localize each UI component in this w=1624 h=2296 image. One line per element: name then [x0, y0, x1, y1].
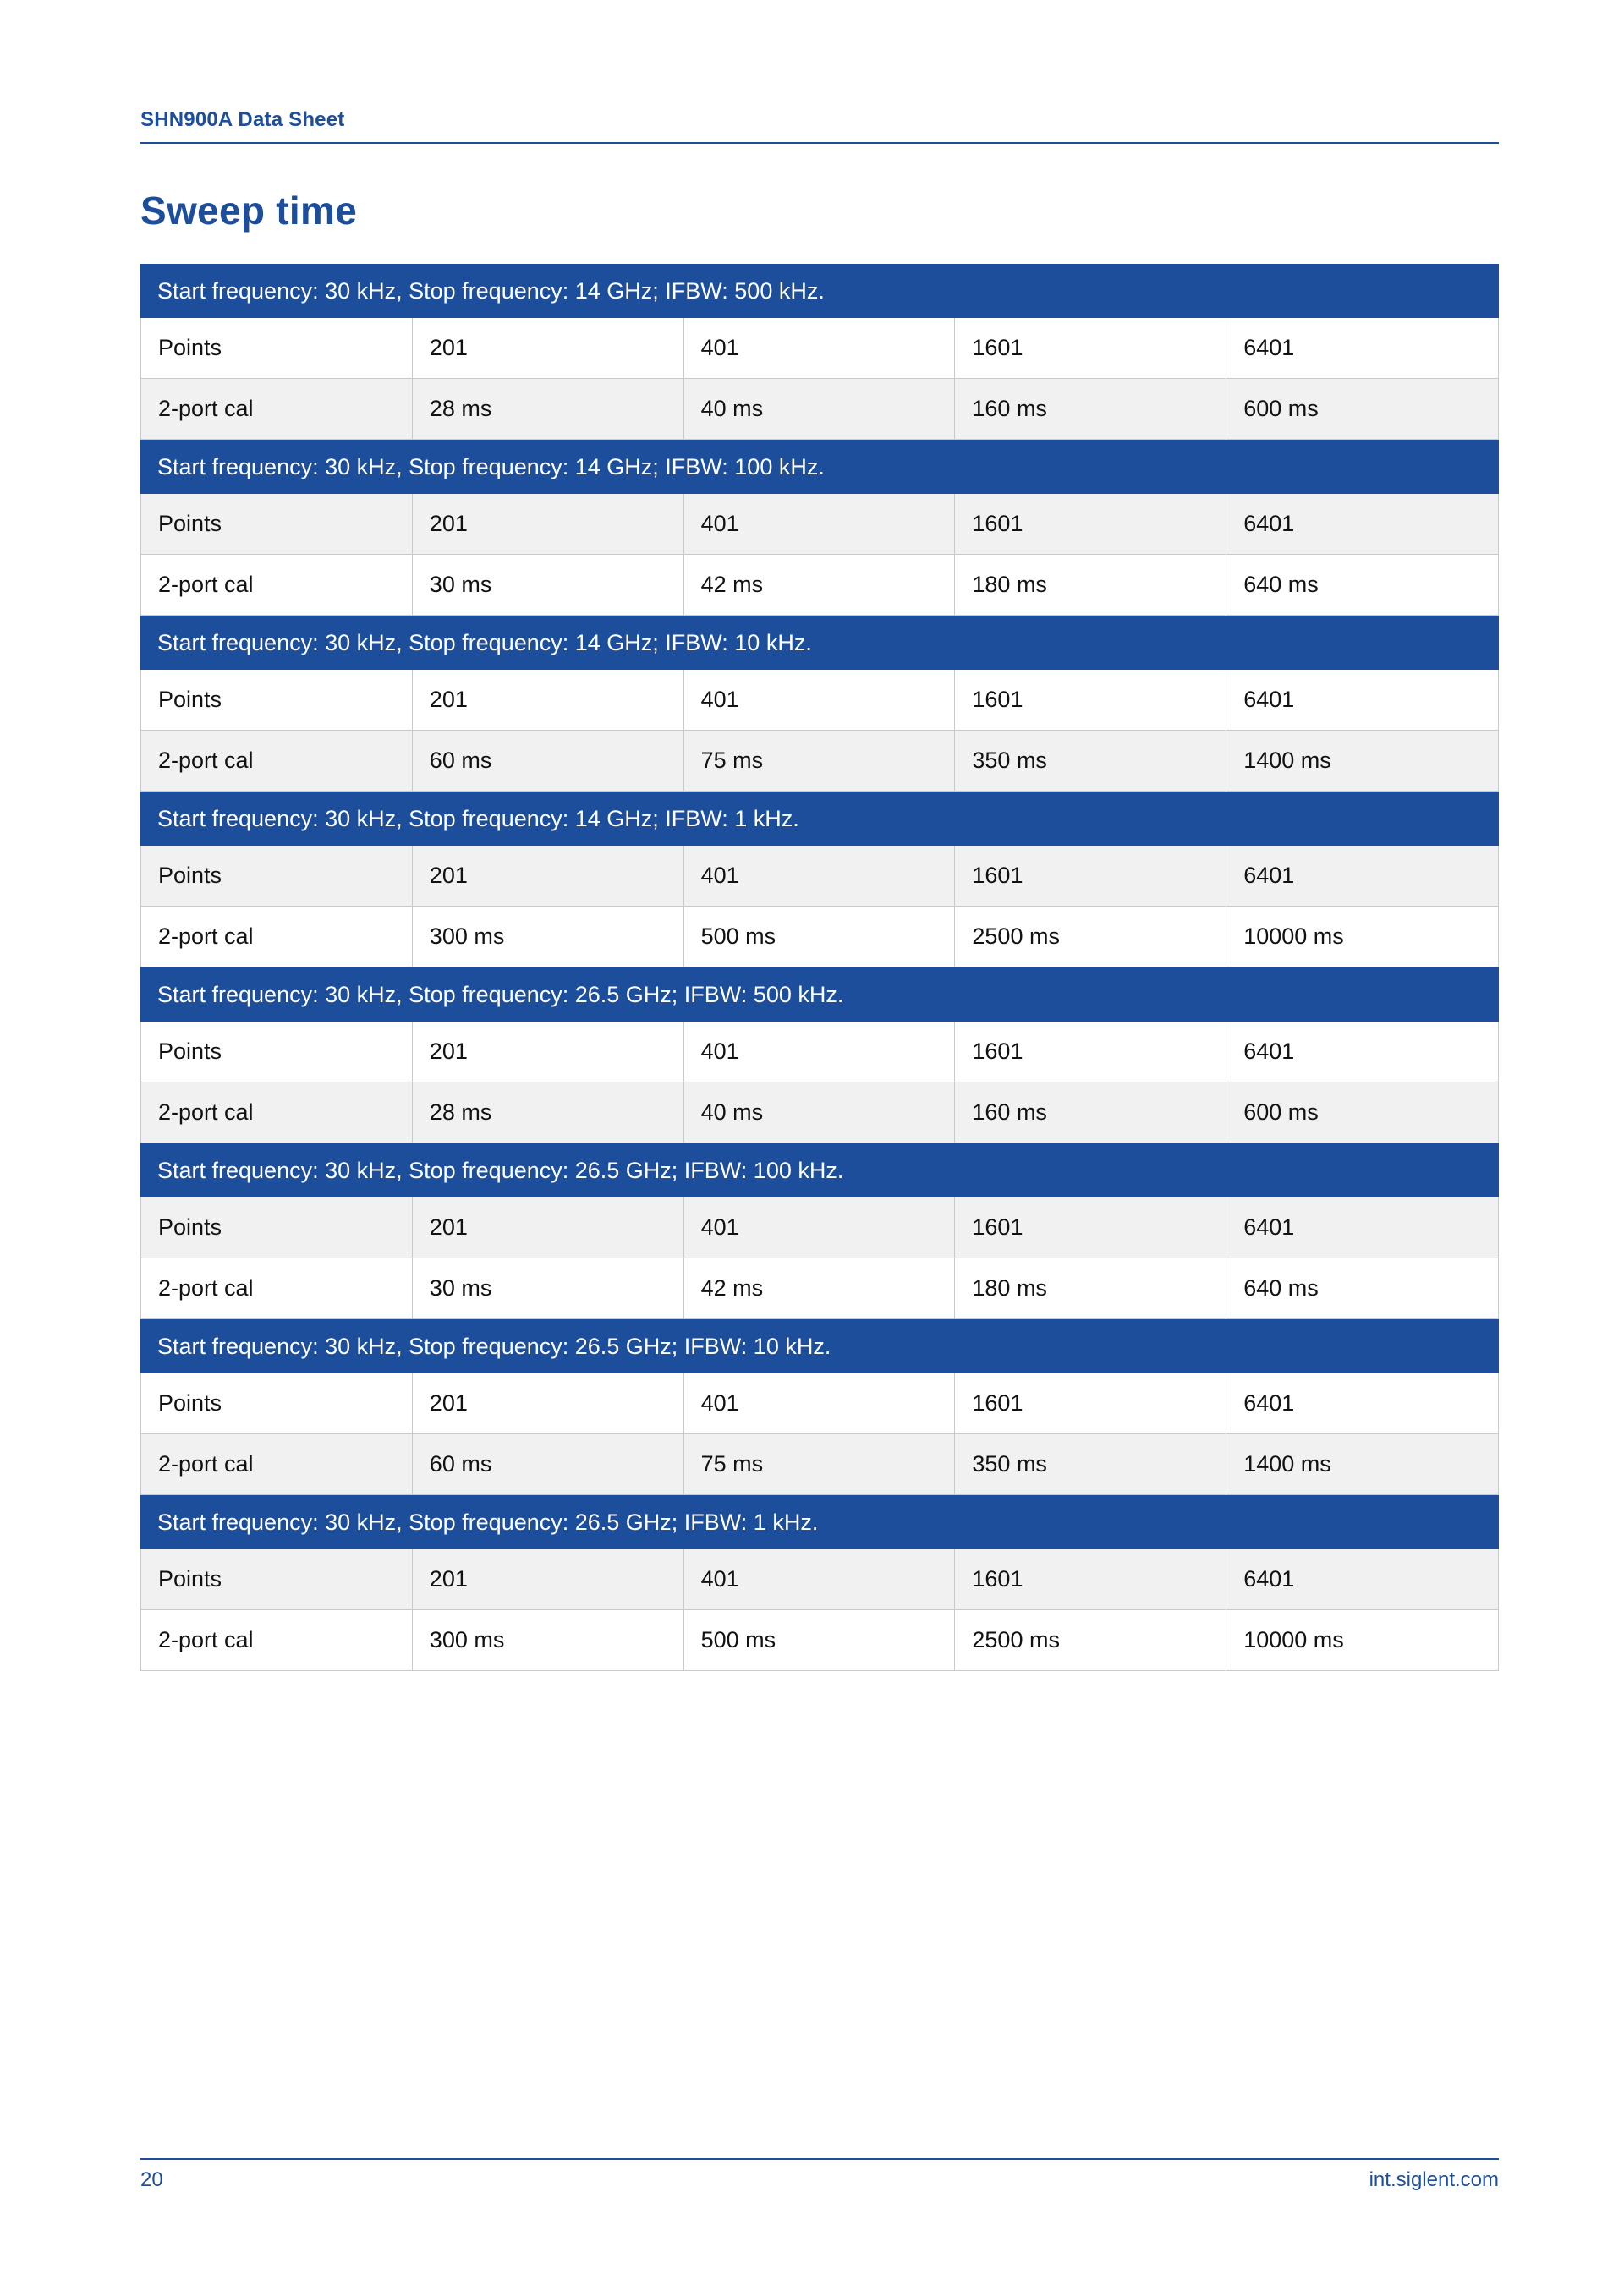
- table-row: [140, 907, 1499, 967]
- cell-value: 28 ms: [413, 379, 684, 439]
- cell-value: 6401: [1243, 1566, 1295, 1592]
- table-header: Start frequency: 30 kHz, Stop frequency: 26.5 GHz; IFBW: 10 kHz.: [140, 1319, 1499, 1373]
- cell-value: 1601: [955, 1197, 1226, 1258]
- cell-value: 201: [413, 1022, 684, 1082]
- cell-value: 201: [413, 318, 684, 378]
- table-section: [140, 264, 1499, 440]
- cell-value: 401: [684, 1197, 956, 1258]
- cell-value: 640 ms: [1243, 572, 1319, 597]
- cell-value: 1601: [955, 1373, 1226, 1433]
- cell-value: 1601: [955, 670, 1226, 730]
- cell-value: 300 ms: [413, 1610, 684, 1670]
- table-row: [140, 670, 1499, 731]
- cell-value: 180 ms: [955, 555, 1226, 615]
- row-label: 2-port cal: [141, 379, 413, 439]
- cell-value: 201: [413, 670, 684, 730]
- cell-value: 401: [684, 494, 956, 554]
- table-section: [140, 1495, 1499, 1671]
- cell-value: 40 ms: [684, 379, 956, 439]
- row-label: 2-port cal: [141, 555, 413, 615]
- table-row: [140, 846, 1499, 907]
- cell-value: 640 ms: [1243, 1275, 1319, 1301]
- cell-value: 180 ms: [955, 1258, 1226, 1318]
- table-row: [140, 1434, 1499, 1495]
- cell-value: 401: [684, 846, 956, 906]
- table-header: Start frequency: 30 kHz, Stop frequency: 26.5 GHz; IFBW: 1 kHz.: [140, 1495, 1499, 1549]
- table-row: [140, 1082, 1499, 1143]
- cell-value: 6401: [1243, 687, 1295, 712]
- cell-value: 500 ms: [684, 907, 956, 967]
- table-section: [140, 967, 1499, 1143]
- cell-value: 1601: [955, 318, 1226, 378]
- cell-value: 201: [413, 494, 684, 554]
- table-section: [140, 792, 1499, 967]
- cell-value: 30 ms: [413, 555, 684, 615]
- table-row: [140, 1258, 1499, 1319]
- cell-value: 201: [413, 1197, 684, 1258]
- cell-value: 6401: [1243, 511, 1295, 536]
- cell-value: 60 ms: [413, 1434, 684, 1494]
- cell-value: 60 ms: [413, 731, 684, 791]
- table-header: Start frequency: 30 kHz, Stop frequency: 14 GHz; IFBW: 1 kHz.: [140, 792, 1499, 846]
- cell-value: 2500 ms: [955, 1610, 1226, 1670]
- row-label: Points: [141, 1197, 413, 1258]
- row-label: Points: [141, 494, 413, 554]
- cell-value: 201: [413, 846, 684, 906]
- table-row: [140, 1022, 1499, 1082]
- table-row: [140, 379, 1499, 440]
- cell-value: 10000 ms: [1243, 923, 1344, 949]
- table-section: [140, 1319, 1499, 1495]
- table-row: [140, 1610, 1499, 1671]
- row-label: Points: [141, 670, 413, 730]
- table-header: Start frequency: 30 kHz, Stop frequency: 26.5 GHz; IFBW: 100 kHz.: [140, 1143, 1499, 1197]
- footer-url: int.siglent.com: [1369, 2168, 1499, 2191]
- doc-footer: [140, 2158, 1499, 2192]
- footer-page-number: 20: [140, 2168, 163, 2191]
- cell-value: 28 ms: [413, 1082, 684, 1143]
- cell-value: 500 ms: [684, 1610, 956, 1670]
- row-label: Points: [141, 1549, 413, 1609]
- row-label: 2-port cal: [141, 1082, 413, 1143]
- cell-value: 6401: [1243, 863, 1295, 888]
- cell-value: 1601: [955, 1022, 1226, 1082]
- doc-header: [140, 0, 1499, 144]
- doc-header-title: SHN900A Data Sheet: [140, 108, 345, 131]
- cell-value: 401: [684, 670, 956, 730]
- table-header: Start frequency: 30 kHz, Stop frequency: 26.5 GHz; IFBW: 500 kHz.: [140, 967, 1499, 1022]
- cell-value: 350 ms: [955, 731, 1226, 791]
- table-section: [140, 1143, 1499, 1319]
- cell-value: 40 ms: [684, 1082, 956, 1143]
- row-label: Points: [141, 1022, 413, 1082]
- cell-value: 42 ms: [684, 1258, 956, 1318]
- cell-value: 401: [684, 1022, 956, 1082]
- cell-value: 300 ms: [413, 907, 684, 967]
- table-row: [140, 555, 1499, 616]
- page-title: Sweep time: [140, 189, 358, 233]
- tables-container: [140, 264, 1499, 1671]
- cell-value: 6401: [1243, 335, 1295, 360]
- row-label: 2-port cal: [141, 1258, 413, 1318]
- row-label: Points: [141, 846, 413, 906]
- cell-value: 42 ms: [684, 555, 956, 615]
- cell-value: 600 ms: [1243, 396, 1319, 421]
- table-row: [140, 494, 1499, 555]
- cell-value: 201: [413, 1373, 684, 1433]
- cell-value: 1400 ms: [1243, 748, 1331, 773]
- table-header: Start frequency: 30 kHz, Stop frequency: 14 GHz; IFBW: 10 kHz.: [140, 616, 1499, 670]
- row-label: Points: [141, 1373, 413, 1433]
- cell-value: 1601: [955, 1549, 1226, 1609]
- cell-value: 160 ms: [955, 379, 1226, 439]
- table-header: Start frequency: 30 kHz, Stop frequency: 14 GHz; IFBW: 500 kHz.: [140, 264, 1499, 318]
- table-row: [140, 1373, 1499, 1434]
- cell-value: 600 ms: [1243, 1099, 1319, 1125]
- table-row: [140, 731, 1499, 792]
- cell-value: 75 ms: [684, 731, 956, 791]
- cell-value: 6401: [1243, 1038, 1295, 1064]
- cell-value: 30 ms: [413, 1258, 684, 1318]
- cell-value: 401: [684, 1373, 956, 1433]
- row-label: Points: [141, 318, 413, 378]
- row-label: 2-port cal: [141, 1610, 413, 1670]
- cell-value: 160 ms: [955, 1082, 1226, 1143]
- table-section: [140, 616, 1499, 792]
- row-label: 2-port cal: [141, 731, 413, 791]
- cell-value: 2500 ms: [955, 907, 1226, 967]
- table-row: [140, 1549, 1499, 1610]
- row-label: 2-port cal: [141, 1434, 413, 1494]
- cell-value: 75 ms: [684, 1434, 956, 1494]
- table-row: [140, 1197, 1499, 1258]
- cell-value: 401: [684, 1549, 956, 1609]
- cell-value: 1601: [955, 846, 1226, 906]
- cell-value: 6401: [1243, 1214, 1295, 1240]
- table-header: Start frequency: 30 kHz, Stop frequency: 14 GHz; IFBW: 100 kHz.: [140, 440, 1499, 494]
- table-row: [140, 318, 1499, 379]
- cell-value: 201: [413, 1549, 684, 1609]
- cell-value: 401: [684, 318, 956, 378]
- cell-value: 6401: [1243, 1390, 1295, 1416]
- row-label: 2-port cal: [141, 907, 413, 967]
- cell-value: 1400 ms: [1243, 1451, 1331, 1477]
- cell-value: 350 ms: [955, 1434, 1226, 1494]
- cell-value: 1601: [955, 494, 1226, 554]
- table-section: [140, 440, 1499, 616]
- cell-value: 10000 ms: [1243, 1627, 1344, 1652]
